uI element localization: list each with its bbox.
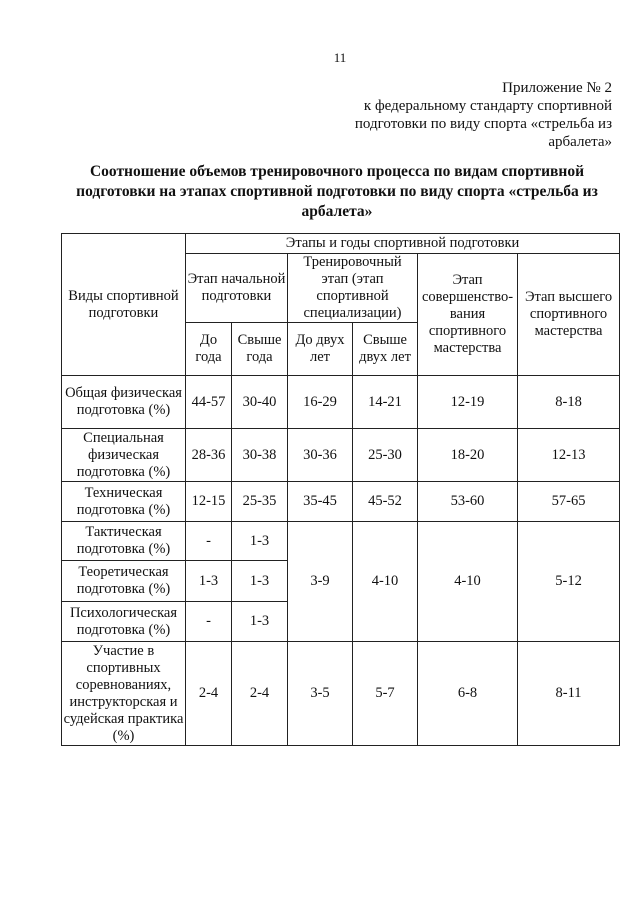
row-label: Тактическая подготовка (%) [62, 522, 186, 561]
header-initial-up-to-year: До года [186, 323, 232, 376]
value-cell: 12-19 [418, 376, 518, 429]
header-stages-and-years: Этапы и годы спортивной подготовки [186, 234, 620, 254]
appendix-note [292, 79, 612, 151]
value-cell: 16-29 [288, 376, 353, 429]
document-title [70, 162, 604, 222]
row-label: Психологическая подготовка (%) [62, 602, 186, 642]
header-training-over-two-years: Свыше двух лет [353, 323, 418, 376]
row-label: Техническая подготовка (%) [62, 482, 186, 522]
value-cell: 3-5 [288, 642, 353, 746]
value-cell: 8-11 [518, 642, 620, 746]
value-cell: 30-40 [232, 376, 288, 429]
value-cell: 12-13 [518, 429, 620, 482]
row-label: Общая физическая подготовка (%) [62, 376, 186, 429]
value-cell: 25-30 [353, 429, 418, 482]
title-line: Соотношение объемов тренировочного процесса по видам спортивной [89, 163, 585, 180]
row-label: Теоретическая подготовка (%) [62, 561, 186, 602]
value-cell: 2-4 [186, 642, 232, 746]
value-cell: 5-7 [353, 642, 418, 746]
header-training-up-to-two-years: До двух лет [288, 323, 353, 376]
value-cell: 12-15 [186, 482, 232, 522]
merged-value-cell: 4-10 [353, 522, 418, 642]
table-row [62, 482, 620, 522]
appendix-line: подготовки по виду спорта «стрельба из [354, 116, 612, 132]
appendix-line: к федеральному стандарту спортивной [363, 98, 612, 114]
value-cell: 44-57 [186, 376, 232, 429]
header-stage-initial: Этап начальной подготовки [186, 254, 288, 323]
table-row [62, 376, 620, 429]
value-cell: 6-8 [418, 642, 518, 746]
value-cell: 45-52 [353, 482, 418, 522]
title-line: подготовки на этапах спортивной подготовки по виду спорта «стрельба из [76, 183, 598, 200]
merged-value-cell: 3-9 [288, 522, 353, 642]
value-cell: 35-45 [288, 482, 353, 522]
training-ratio-table [61, 233, 620, 746]
title-line: арбалета» [301, 203, 373, 220]
value-cell: 8-18 [518, 376, 620, 429]
header-stage-training: Тренировочный этап (этап спортивной специализации) [288, 254, 418, 323]
value-cell: 1-3 [232, 602, 288, 642]
header-stage-improvement: Этап совершенство-вания спортивного мастерства [418, 254, 518, 376]
merged-value-cell: 5-12 [518, 522, 620, 642]
header-initial-over-year: Свыше года [232, 323, 288, 376]
row-label: Специальная физическая подготовка (%) [62, 429, 186, 482]
table-row [62, 522, 620, 561]
header-kinds-of-training: Виды спортивной подготовки [62, 234, 186, 376]
value-cell: 14-21 [353, 376, 418, 429]
value-cell: 30-36 [288, 429, 353, 482]
merged-value-cell: 4-10 [418, 522, 518, 642]
table-row [62, 642, 620, 746]
value-cell: 1-3 [232, 522, 288, 561]
value-cell: - [186, 602, 232, 642]
appendix-line: арбалета» [548, 134, 612, 150]
value-cell: 53-60 [418, 482, 518, 522]
value-cell: 18-20 [418, 429, 518, 482]
value-cell: 25-35 [232, 482, 288, 522]
page-number: 11 [333, 50, 347, 65]
value-cell: 30-38 [232, 429, 288, 482]
table-row [62, 429, 620, 482]
value-cell: - [186, 522, 232, 561]
appendix-line: Приложение № 2 [502, 80, 612, 96]
header-stage-highest: Этап высшего спортивного мастерства [518, 254, 620, 376]
value-cell: 57-65 [518, 482, 620, 522]
value-cell: 28-36 [186, 429, 232, 482]
value-cell: 2-4 [232, 642, 288, 746]
value-cell: 1-3 [186, 561, 232, 602]
row-label: Участие в спортивных соревнованиях, инструкторская и судейская практика (%) [62, 642, 186, 746]
value-cell: 1-3 [232, 561, 288, 602]
